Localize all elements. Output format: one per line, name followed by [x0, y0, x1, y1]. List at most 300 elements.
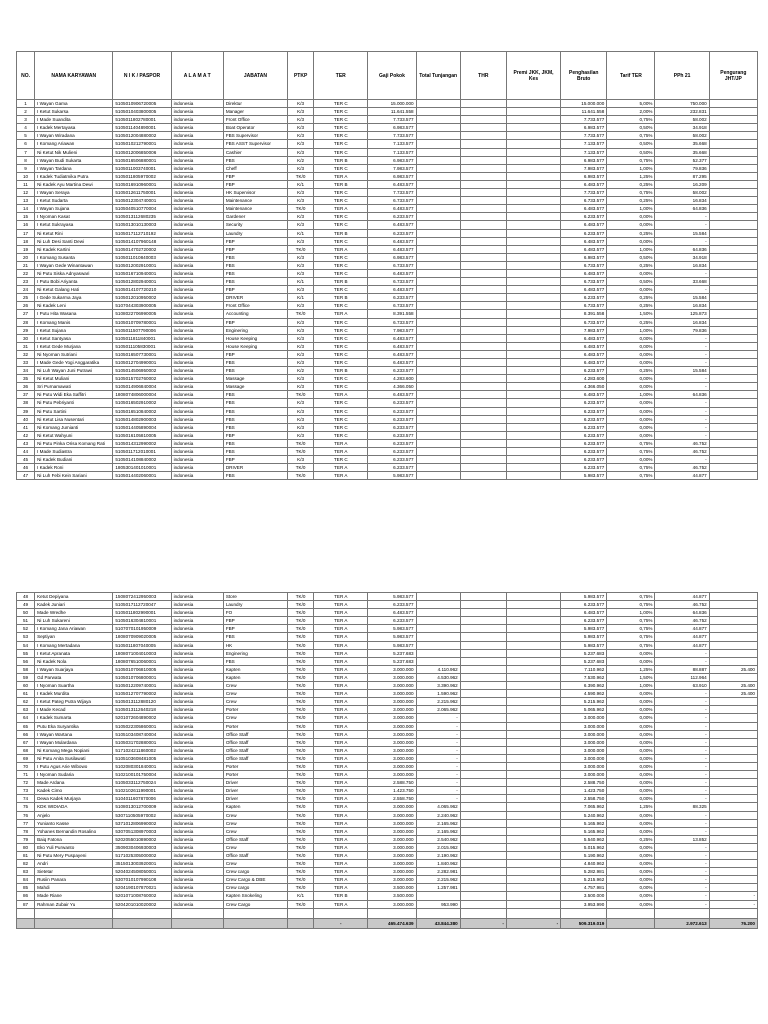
- cell-jht: [709, 140, 757, 148]
- cell-gaji: 3.000.000: [368, 843, 416, 851]
- cell-jht: [709, 359, 757, 367]
- cell-jabatan: Kapten Snokeling: [223, 892, 287, 900]
- cell-tarif: 0,00%: [607, 375, 655, 383]
- cell-jabatan: Cheff: [223, 164, 287, 172]
- cell-ptkp: TK/0: [288, 722, 314, 730]
- cell-pph: 87.295: [655, 172, 709, 180]
- cell-pph: 64.836: [655, 391, 709, 399]
- cell-no: 66: [17, 730, 35, 738]
- cell-ptkp: K/3: [288, 415, 314, 423]
- cell-ter: TER A: [314, 245, 368, 253]
- cell-jht: [709, 148, 757, 156]
- cell-premi: [506, 601, 560, 609]
- table-row: [17, 261, 758, 269]
- cell-ptkp: TK/0: [288, 730, 314, 738]
- cell-bruto: 6.483.577: [561, 269, 607, 277]
- cell-jabatan: FBP: [223, 625, 287, 633]
- cell-ter: TER C: [314, 132, 368, 140]
- table-row: [17, 253, 758, 261]
- cell-jabatan: FBS: [223, 407, 287, 415]
- cell-tunjangan: 2.165.962: [416, 819, 460, 827]
- cell-thr: [460, 706, 506, 714]
- cell-premi: [506, 205, 560, 213]
- cell-nik: 5102100101750004: [113, 771, 171, 779]
- cell-gaji: 7.983.577: [368, 326, 416, 334]
- cell-nik: 1808070909020005: [113, 633, 171, 641]
- total-cell-thr: -: [460, 918, 506, 928]
- table-row: [17, 180, 758, 188]
- cell-jht: [709, 657, 757, 665]
- cell-jabatan: Porter: [223, 706, 287, 714]
- cell-tunjangan: [416, 229, 460, 237]
- cell-nik: 1808074806000004: [113, 391, 171, 399]
- cell-no: 27: [17, 310, 35, 318]
- cell-no: 50: [17, 609, 35, 617]
- cell-nama: Sietetar: [35, 868, 113, 876]
- cell-bruto: 3.000.000: [561, 746, 607, 754]
- cell-thr: [460, 730, 506, 738]
- cell-thr: [460, 795, 506, 803]
- cell-pph: 15.584: [655, 294, 709, 302]
- cell-nama: Mahdi: [35, 884, 113, 892]
- cell-gaji: 7.133.577: [368, 148, 416, 156]
- cell-tarif: 0,00%: [607, 787, 655, 795]
- cell-gaji: 3.000.000: [368, 762, 416, 770]
- cell-gaji: 6.983.577: [368, 124, 416, 132]
- cell-gaji: 6.483.577: [368, 237, 416, 245]
- cell-pph: -: [655, 746, 709, 754]
- cell-ter: TER A: [314, 779, 368, 787]
- cell-jabatan: Crew cargo: [223, 868, 287, 876]
- cell-bruto: 4.840.962: [561, 860, 607, 868]
- cell-alamat: indonesia: [171, 609, 223, 617]
- cell-no: 78: [17, 827, 35, 835]
- cell-premi: [506, 714, 560, 722]
- cell-tunjangan: -: [416, 779, 460, 787]
- cell-pph: -: [655, 269, 709, 277]
- cell-bruto: 6.483.577: [561, 342, 607, 350]
- cell-jht: [709, 189, 757, 197]
- table-row: [17, 172, 758, 180]
- cell-nik: 5105012304740001: [113, 197, 171, 205]
- cell-thr: [460, 819, 506, 827]
- cell-thr: [460, 852, 506, 860]
- cell-tarif: 0,75%: [607, 593, 655, 601]
- cell-no: 41: [17, 423, 35, 431]
- cell-no: 13: [17, 197, 35, 205]
- cell-jabatan: Crew: [223, 827, 287, 835]
- cell-alamat: indonesia: [171, 229, 223, 237]
- table-row: [17, 722, 758, 730]
- cell-thr: [460, 746, 506, 754]
- cell-nik: 5105033112750024: [113, 779, 171, 787]
- cell-jht: [709, 868, 757, 876]
- cell-jht: [709, 819, 757, 827]
- cell-tarif: 1,00%: [607, 164, 655, 172]
- cell-gaji: 6.233.577: [368, 367, 416, 375]
- cell-jht: [709, 205, 757, 213]
- cell-nama: Putu Eka Suryantika: [35, 722, 113, 730]
- cell-pph: 46.752: [655, 448, 709, 456]
- table-row: [17, 884, 758, 892]
- cell-bruto: 5.165.962: [561, 827, 607, 835]
- cell-thr: [460, 375, 506, 383]
- cell-jht: [709, 746, 757, 754]
- cell-tarif: 0,00%: [607, 884, 655, 892]
- cell-ter: TER A: [314, 172, 368, 180]
- cell-bruto: 6.983.577: [561, 156, 607, 164]
- cell-alamat: indonesia: [171, 367, 223, 375]
- cell-no: 46: [17, 464, 35, 472]
- cell-ptkp: TK/0: [288, 779, 314, 787]
- cell-nama: Yohanes Bernandin Rosalino: [35, 827, 113, 835]
- cell-tunjangan: -: [416, 787, 460, 795]
- cell-premi: [506, 431, 560, 439]
- cell-pph: 33.668: [655, 278, 709, 286]
- cell-alamat: indonesia: [171, 665, 223, 673]
- cell-tarif: 1,50%: [607, 310, 655, 318]
- cell-pph: 232.831: [655, 108, 709, 116]
- cell-pph: -: [655, 762, 709, 770]
- cell-tarif: 0,00%: [607, 771, 655, 779]
- cell-ptkp: K/3: [288, 253, 314, 261]
- cell-tarif: 0,00%: [607, 237, 655, 245]
- cell-jabatan: Office Staff: [223, 738, 287, 746]
- cell-tarif: 0,75%: [607, 601, 655, 609]
- cell-pph: 35.668: [655, 148, 709, 156]
- col-premi-header: Premi JKK, JKM, Kes: [506, 52, 560, 100]
- cell-bruto: 6.733.577: [561, 197, 607, 205]
- cell-gaji: 6.483.577: [368, 221, 416, 229]
- cell-jabatan: Porter: [223, 722, 287, 730]
- cell-ptkp: TK/0: [288, 593, 314, 601]
- cell-bruto: 2.588.750: [561, 779, 607, 787]
- cell-thr: [460, 673, 506, 681]
- cell-nama: Ni Putu Anita Susilawati: [35, 754, 113, 762]
- cell-thr: [460, 472, 506, 480]
- cell-ptkp: TK/0: [288, 835, 314, 843]
- col-bruto-header: Penghasilan Bruto: [561, 52, 607, 100]
- cell-ptkp: K/3: [288, 140, 314, 148]
- cell-no: 69: [17, 754, 35, 762]
- cell-jabatan: Crew: [223, 811, 287, 819]
- cell-premi: [506, 860, 560, 868]
- cell-thr: [460, 811, 506, 819]
- cell-tarif: 0,00%: [607, 722, 655, 730]
- cell-jht: [709, 326, 757, 334]
- table-row: [17, 197, 758, 205]
- cell-nik: 5105012006850006: [113, 148, 171, 156]
- cell-premi: [506, 269, 560, 277]
- cell-tunjangan: 1.257.981: [416, 884, 460, 892]
- cell-nama: Ni Luh Wayan Juni Putrawi: [35, 367, 113, 375]
- cell-jabatan: FBS: [223, 269, 287, 277]
- cell-nama: Made Riane: [35, 892, 113, 900]
- cell-tarif: 0,75%: [607, 132, 655, 140]
- cell-gaji: 2.588.750: [368, 779, 416, 787]
- cell-bruto: 6.483.577: [561, 237, 607, 245]
- cell-jabatan: Crew: [223, 714, 287, 722]
- cell-no: 45: [17, 456, 35, 464]
- cell-bruto: 3.000.000: [561, 762, 607, 770]
- cell-nama: Ni Ketut Wahyuni: [35, 431, 113, 439]
- cell-bruto: 6.733.577: [561, 278, 607, 286]
- cell-premi: [506, 391, 560, 399]
- table-row: [17, 294, 758, 302]
- cell-ter: TER C: [314, 237, 368, 245]
- cell-nama: Ni Kadek Ayu Martina Dewi: [35, 180, 113, 188]
- cell-thr: [460, 108, 506, 116]
- cell-alamat: indonesia: [171, 261, 223, 269]
- cell-gaji: 6.733.577: [368, 261, 416, 269]
- cell-thr: [460, 294, 506, 302]
- cell-gaji: 6.983.577: [368, 156, 416, 164]
- cell-ter: TER C: [314, 124, 368, 132]
- cell-no: 36: [17, 383, 35, 391]
- cell-nama: Sri Purnamawati: [35, 383, 113, 391]
- cell-thr: [460, 189, 506, 197]
- cell-jabatan: Massage: [223, 383, 287, 391]
- cell-pph: 35.668: [655, 140, 709, 148]
- cell-tarif: 1,00%: [607, 326, 655, 334]
- cell-jht: [709, 456, 757, 464]
- cell-pph: -: [655, 884, 709, 892]
- cell-premi: [506, 189, 560, 197]
- cell-tunjangan: [416, 423, 460, 431]
- cell-bruto: 4.757.981: [561, 884, 607, 892]
- cell-thr: [460, 359, 506, 367]
- cell-tarif: 0,75%: [607, 617, 655, 625]
- cell-nama: I Kadek Sumarta: [35, 714, 113, 722]
- cell-tunjangan: [416, 100, 460, 108]
- cell-tarif: 0,00%: [607, 706, 655, 714]
- cell-bruto: 5.015.962: [561, 843, 607, 851]
- cell-nik: 5105011507790006: [113, 326, 171, 334]
- cell-nama: Rahman Zubair Yu: [35, 900, 113, 908]
- cell-jht: -: [709, 892, 757, 900]
- cell-tarif: 0,25%: [607, 197, 655, 205]
- cell-jht: [709, 787, 757, 795]
- cell-ter: TER C: [314, 213, 368, 221]
- cell-tunjangan: [416, 641, 460, 649]
- cell-tunjangan: [416, 342, 460, 350]
- table-row: [17, 746, 758, 754]
- cell-ter: TER A: [314, 730, 368, 738]
- cell-tunjangan: [416, 383, 460, 391]
- cell-ptkp: TK/0: [288, 900, 314, 908]
- cell-premi: [506, 771, 560, 779]
- cell-ptkp: K/3: [288, 318, 314, 326]
- cell-alamat: indonesia: [171, 819, 223, 827]
- cell-ter: TER A: [314, 860, 368, 868]
- cell-pph: -: [655, 779, 709, 787]
- cell-alamat: indonesia: [171, 876, 223, 884]
- cell-nama: Ni Putu Widi Eka Saffitri: [35, 391, 113, 399]
- table-row: [17, 852, 758, 860]
- cell-ptkp: K/3: [288, 334, 314, 342]
- cell-tunjangan: -: [416, 795, 460, 803]
- cell-no: 59: [17, 673, 35, 681]
- cell-alamat: indonesia: [171, 657, 223, 665]
- cell-jabatan: FBP: [223, 318, 287, 326]
- table-row: [17, 682, 758, 690]
- cell-jabatan: Manager: [223, 108, 287, 116]
- cell-no: 4: [17, 124, 35, 132]
- cell-ter: TER C: [314, 456, 368, 464]
- cell-jabatan: FBS: [223, 399, 287, 407]
- cell-nik: 5105011010840003: [113, 253, 171, 261]
- table-row: [17, 464, 758, 472]
- cell-gaji: 5.983.577: [368, 633, 416, 641]
- cell-nama: I Gede Sukarma Jaya: [35, 294, 113, 302]
- cell-bruto: 4.366.050: [561, 383, 607, 391]
- cell-premi: [506, 690, 560, 698]
- cell-jht: [709, 722, 757, 730]
- cell-premi: [506, 229, 560, 237]
- cell-pph: 58.002: [655, 189, 709, 197]
- cell-nik: 5307110505970002: [113, 811, 171, 819]
- cell-ter: TER B: [314, 229, 368, 237]
- cell-tunjangan: [416, 359, 460, 367]
- cell-nik: 5105016502910002: [113, 399, 171, 407]
- cell-tunjangan: -: [416, 762, 460, 770]
- cell-gaji: 6.983.577: [368, 172, 416, 180]
- cell-gaji: 6.483.577: [368, 342, 416, 350]
- cell-nik: 5107070101950009: [113, 625, 171, 633]
- cell-pph: -: [655, 892, 709, 900]
- cell-pph: -: [655, 415, 709, 423]
- cell-tarif: 0,25%: [607, 294, 655, 302]
- cell-premi: [506, 359, 560, 367]
- cell-premi: [506, 140, 560, 148]
- cell-tarif: 0,00%: [607, 754, 655, 762]
- cell-nama: I Wayan Gede Winantawan: [35, 261, 113, 269]
- cell-nama: I Komang Susanta: [35, 253, 113, 261]
- cell-pph: 44.877: [655, 593, 709, 601]
- cell-alamat: indonesia: [171, 690, 223, 698]
- cell-nama: I Wayan Seraya: [35, 189, 113, 197]
- cell-no: 72: [17, 779, 35, 787]
- cell-nama: I Wayan Wiradana: [35, 132, 113, 140]
- cell-pph: -: [655, 754, 709, 762]
- cell-ter: TER A: [314, 722, 368, 730]
- cell-gaji: 6.483.577: [368, 350, 416, 358]
- cell-jht: [709, 124, 757, 132]
- cell-alamat: indonesia: [171, 278, 223, 286]
- cell-gaji: 6.233.577: [368, 456, 416, 464]
- cell-tarif: 0,00%: [607, 415, 655, 423]
- col-nama-header: NAMA KARYAWAN: [35, 52, 113, 100]
- total-cell-tunjangan: 43.844.380: [416, 918, 460, 928]
- col-jht-header: Pengurang JHT/JP: [709, 52, 757, 100]
- cell-pph: -: [655, 860, 709, 868]
- cell-thr: [460, 156, 506, 164]
- cell-tunjangan: 2.240.962: [416, 811, 460, 819]
- cell-nik: 5105013010130003: [113, 221, 171, 229]
- cell-ptkp: TK/0: [288, 609, 314, 617]
- cell-bruto: 7.983.577: [561, 164, 607, 172]
- cell-ter: TER A: [314, 625, 368, 633]
- cell-ptkp: TK/0: [288, 762, 314, 770]
- cell-tarif: 0,00%: [607, 399, 655, 407]
- spacer-cell: [17, 908, 35, 918]
- cell-bruto: 6.233.577: [561, 229, 607, 237]
- cell-pph: 63.910: [655, 682, 709, 690]
- cell-gaji: 6.233.577: [368, 439, 416, 447]
- cell-ptkp: TK/0: [288, 803, 314, 811]
- cell-nama: I Made Sudiastra: [35, 448, 113, 456]
- cell-alamat: indonesia: [171, 649, 223, 657]
- cell-premi: [506, 819, 560, 827]
- spacer-cell: [506, 908, 560, 918]
- cell-ter: TER C: [314, 100, 368, 108]
- table-row: [17, 132, 758, 140]
- cell-nama: I Nyoman Suartha: [35, 682, 113, 690]
- cell-pph: -: [655, 342, 709, 350]
- total-cell-alamat: [171, 918, 223, 928]
- cell-jht: [709, 310, 757, 318]
- table-row: [17, 811, 758, 819]
- cell-tunjangan: [416, 318, 460, 326]
- cell-pph: 64.836: [655, 609, 709, 617]
- cell-pph: 58.002: [655, 132, 709, 140]
- cell-jht: [709, 779, 757, 787]
- cell-jht: [709, 318, 757, 326]
- cell-nama: I Wayan Tardana: [35, 164, 113, 172]
- cell-jabatan: DRIVER: [223, 294, 287, 302]
- cell-premi: [506, 868, 560, 876]
- spacer-cell: [113, 908, 171, 918]
- cell-jabatan: Security: [223, 221, 287, 229]
- cell-ptkp: TK/0: [288, 827, 314, 835]
- cell-ter: TER A: [314, 852, 368, 860]
- cell-nama: Ni Ketut Nik Mulieni: [35, 148, 113, 156]
- cell-pph: 13.852: [655, 835, 709, 843]
- cell-jabatan: FBP: [223, 617, 287, 625]
- cell-thr: [460, 415, 506, 423]
- cell-jht: [709, 108, 757, 116]
- spacer-cell: [561, 908, 607, 918]
- cell-jabatan: FBS: [223, 391, 287, 399]
- cell-tunjangan: [416, 399, 460, 407]
- cell-pph: 46.752: [655, 439, 709, 447]
- cell-jabatan: Cashier: [223, 148, 287, 156]
- cell-tunjangan: [416, 431, 460, 439]
- cell-nik: 5105014506950002: [113, 367, 171, 375]
- cell-tarif: 0,75%: [607, 439, 655, 447]
- cell-gaji: 6.233.577: [368, 423, 416, 431]
- cell-ter: TER B: [314, 367, 368, 375]
- cell-premi: [506, 657, 560, 665]
- cell-no: 12: [17, 189, 35, 197]
- cell-ter: TER A: [314, 835, 368, 843]
- cell-nik: 5105012002910001: [113, 261, 171, 269]
- cell-alamat: indonesia: [171, 464, 223, 472]
- table-row: [17, 601, 758, 609]
- cell-tarif: 1,50%: [607, 673, 655, 681]
- cell-ptkp: TK/0: [288, 714, 314, 722]
- cell-bruto: 5.983.577: [561, 472, 607, 480]
- cell-jht: [709, 464, 757, 472]
- cell-jabatan: Driver: [223, 787, 287, 795]
- cell-jht: [709, 367, 757, 375]
- cell-bruto: 7.983.577: [561, 326, 607, 334]
- table-row: [17, 803, 758, 811]
- cell-jht: [709, 649, 757, 657]
- table-row: [17, 326, 758, 334]
- cell-gaji: 3.000.000: [368, 754, 416, 762]
- cell-jht: [709, 827, 757, 835]
